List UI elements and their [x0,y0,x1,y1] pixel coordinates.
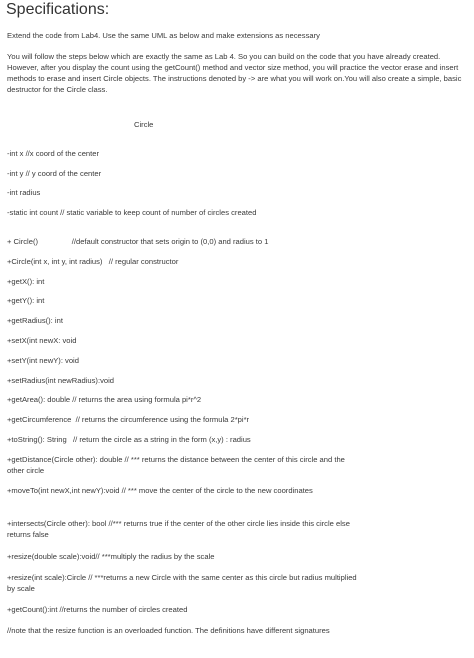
method-getx: +getX(): int [7,277,45,286]
method-getarea: +getArea(): double // returns the area using formula pi*r^2 [7,395,202,404]
method-regular-constructor: +Circle(int x, int y, int radius) // regular constructor [7,257,179,266]
method-tostring: +toString(): String // return the circle as a string in the form (x,y) : radius [7,435,251,444]
method-resize-int: +resize(int scale):Circle // ***returns a new Circle with the same center as this circle but radius multiplied by scale [7,573,357,593]
method-resize-double: +resize(double scale):void// ***multiply the radius by the scale [7,552,215,561]
field-y: -int y // y coord of the center [7,169,102,178]
method-sety: +setY(int newY): void [7,356,79,365]
method-getradius: +getRadius(): int [7,316,63,325]
intro-text: Extend the code from Lab4. Use the same UML as below and make extensions as necessary [7,31,320,40]
uml-class-name: Circle [134,120,154,129]
method-getcount: +getCount():int //returns the number of circles created [7,605,188,614]
field-x: -int x //x coord of the center [7,149,100,158]
page-title: Specifications: [6,1,110,18]
method-intersects: +intersects(Circle other): bool //*** returns true if the center of the other circle lies inside this circle else returns false [7,519,350,539]
method-gety: +getY(): int [7,296,45,305]
method-setradius: +setRadius(int newRadius):void [7,376,114,385]
field-count: -static int count // static variable to keep count of number of circles created [7,208,257,217]
field-radius: -int radius [7,188,41,197]
instructions-paragraph: You will follow the steps below which are exactly the same as Lab 4. So you can build on the code that you have already created. However, after you display the count using the getCount() method and vector size method, you will practice the vector erase and insert methods to erase and insert Circle objects. The instructions denoted by -> are what you will work on.You will also create a simple, basic destructor for the Circle class. [7,52,462,94]
method-moveto: +moveTo(int newX,int newY):void // *** move the center of the circle to the new coordinates [7,486,313,495]
method-default-constructor: + Circle() //default constructor that sets origin to (0,0) and radius to 1 [7,237,269,246]
overload-note: //note that the resize function is an overloaded function. The definitions have different signatures [7,626,330,635]
method-getdistance: +getDistance(Circle other): double // *** returns the distance between the center of this circle and the other circle [7,455,345,475]
method-getcircumference: +getCircumference // returns the circumference using the formula 2*pi*r [7,415,250,424]
method-setx: +setX(int newX: void [7,336,77,345]
